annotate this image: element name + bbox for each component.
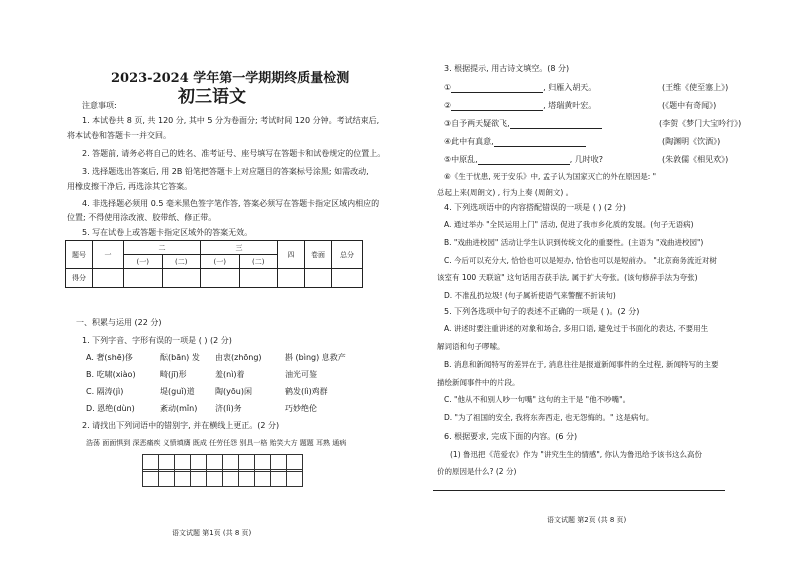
score-cell[interactable]	[93, 269, 124, 288]
poem-source: (《题中有奇闻》)	[662, 101, 717, 110]
q5-option-b: B. 消息和新闻特写的差异在于, 消息往往是报道新闻事件的全过程, 新闻特写的主要	[444, 360, 719, 369]
score-cell[interactable]	[305, 269, 332, 288]
notice-line: 2. 答题前, 请务必将自己的姓名、准考证号、座号填写在答题卡和试卷规定的位置上。	[82, 149, 386, 158]
notice-line: 用橡皮擦干净后, 再选涂其它答案。	[67, 182, 193, 191]
poem-source: (陶渊明《饮酒》)	[662, 137, 721, 146]
q5-option-a: A. 讲述时要注重讲述的对象和场合, 多用口语, 避免过于书面化的表达, 不要用生	[444, 324, 709, 333]
poem-fill-line: ④此中有真意,	[444, 137, 586, 147]
q1-option-a: 酝(bān) 发	[160, 353, 200, 362]
poem-source: (朱敦儒《相见欢》)	[662, 155, 729, 164]
q1-option-a: 斟 (bìng) 息救产	[285, 353, 346, 362]
fill-blank[interactable]	[451, 84, 543, 93]
q4-option-c: C. 今后可以充分大, 恰恰也可以是短办, 恰恰也可以是短前办。 "北京商务流近对树	[444, 256, 717, 265]
score-table-subheader: (一)	[124, 255, 163, 269]
q5-option-a-cont: 解词语和句子啰嗦。	[437, 342, 505, 351]
score-table-header: 卷面	[305, 241, 332, 269]
score-cell[interactable]	[162, 269, 201, 288]
q1-option-d: 济(lì)务	[215, 404, 242, 413]
exam-page-2	[397, 0, 794, 562]
notice-line: 位置; 不得使用涂改液、胶带纸、修正带。	[67, 213, 217, 222]
page-footer: 语文试题 第1页 (共 8 页)	[172, 529, 252, 537]
notice-line: 将本试卷和答题卡一并交回。	[67, 131, 171, 140]
score-cell[interactable]	[201, 269, 240, 288]
score-table-header: 一	[93, 241, 124, 269]
q5-option-b-cont: 描绘新闻事件中的片段。	[437, 378, 520, 387]
q1-option-c: 堤(guǐ)道	[160, 387, 195, 396]
fill-blank[interactable]	[451, 102, 543, 111]
answer-grid-row-2[interactable]	[143, 470, 303, 487]
score-table-header: 二	[124, 241, 201, 255]
q4-option-a: A. 通过举办 "全民运用上门" 活动, 促进了我市乡化质的发展。(句子无语病)	[444, 220, 694, 229]
question-1: 1. 下列字音、字形有误的一项是 ( ) (2 分)	[82, 336, 232, 345]
score-cell[interactable]	[124, 269, 163, 288]
question-2: 2. 请找出下列词语中的错别字, 并在横线上更正。(2 分)	[82, 421, 280, 430]
q2-word-list: 浩荡 面面惧到 深恶痛疾 义愤填膺 既成 任劳任怨 别具一格 贻笑大方 题题 耳熟 通病	[86, 439, 347, 447]
poem-source: (李贺《梦门大宝吟行》)	[659, 119, 742, 128]
q1-option-d: 巧妙绝伦	[285, 404, 317, 413]
notice-line: 3. 选择题选出答案后, 用 2B 铅笔把答题卡上对应题目的答案标号涂黑; 如需改动,	[82, 167, 369, 176]
q1-option-c: 鹤发(lì)鸡群	[285, 387, 328, 396]
q1-option-c: C. 隔涛(jì)	[86, 387, 124, 396]
q5-option-d: D. "为了祖国的安全, 我将东奔西走, 也无怨悔的。" 这是病句。	[444, 413, 654, 422]
answer-line[interactable]	[433, 490, 725, 491]
score-table-subheader: (二)	[162, 255, 201, 269]
fill-blank[interactable]	[494, 138, 586, 147]
score-table-subheader: (一)	[201, 255, 240, 269]
notice-line: 4. 非选择题必须用 0.5 毫米黑色签字笔作答, 答案必须写在答题卡指定区域内相应的	[82, 199, 380, 208]
score-table-subheader: (二)	[239, 255, 278, 269]
notice-heading: 注意事项:	[82, 101, 117, 110]
notice-line: 5. 写在试卷上或答题卡指定区域外的答案无效。	[82, 228, 253, 237]
poem-fill-line: ⑤中原乱, , 几时收?	[444, 155, 604, 164]
q1-option-c: 陶(yōu)闲	[215, 387, 252, 396]
q4-option-d: D. 不准乱扔垃圾! (句子属祈使语气来警醒不折读句)	[444, 291, 616, 300]
score-table-header: 题号	[66, 241, 93, 269]
score-cell[interactable]	[239, 269, 278, 288]
notice-line: 1. 本试卷共 8 页, 共 120 分, 其中 5 分为卷面分; 考试时间 120 分钟。考试结束后,	[82, 116, 380, 125]
q1-option-a: 由衷(zhōng)	[215, 353, 262, 362]
score-table	[65, 240, 363, 288]
poem-fill-line: ② , 塔瑞黄叶宏。	[444, 101, 597, 110]
q1-option-b: 羞(nì)着	[215, 370, 245, 379]
poem-source: (王维《使至塞上》)	[662, 83, 729, 92]
exam-subtitle: 初三语文	[178, 87, 246, 107]
score-table-header: 总分	[332, 241, 363, 269]
q1-option-d: 紊动(mǐn)	[160, 404, 198, 413]
score-row-label: 得分	[66, 269, 93, 288]
q5-option-c: C. "他从不和别人吵一句嘴" 这句的主干是 "他不吵嘴"。	[444, 395, 631, 404]
question-6: 6. 根据要求, 完成下面的内容。(6 分)	[444, 432, 578, 441]
score-table-header: 四	[278, 241, 305, 269]
score-table-header: 三	[201, 241, 278, 255]
q1-option-b: 畸(jī)形	[160, 370, 187, 379]
q1-option-b: B. 吃啸(xiào)	[86, 370, 136, 379]
poem-fill-line: ① , 归雁入胡天。	[444, 83, 597, 92]
q1-option-d: D. 恩绝(dùn)	[86, 404, 135, 413]
poem-note: ⑥《生于忧患, 死于安乐》中, 孟子认为国家灭亡的外在原因是: "	[444, 172, 657, 181]
section-heading: 一、积累与运用 (22 分)	[76, 318, 162, 327]
q4-option-b: B. "戏曲进校园" 活动让学生认识到传统文化的重要性。(主语为 "戏曲进校园")	[444, 238, 704, 247]
page-footer: 语文试题 第2页 (共 8 页)	[547, 516, 627, 524]
q1-option-b: 油光可鉴	[285, 370, 317, 379]
q1-option-a: A. 奢(shē)侈	[86, 353, 133, 362]
q6-sub-1-cont: 价的原因是什么? (2 分)	[437, 467, 517, 476]
question-4: 4. 下列选项语中的内容搭配错误的一项是 ( ) (2 分)	[444, 203, 626, 212]
exam-title: 2023-2024 学年第一学期期终质量检测	[111, 71, 350, 86]
q4-option-c-cont: 该室有 100 天联谊" 这句话用否获手法, 属于扩大夸张。(该句修辞手法为夸张)	[437, 273, 698, 282]
question-3: 3. 根据提示, 用古诗文填空。(8 分)	[444, 64, 570, 73]
fill-blank[interactable]	[478, 156, 570, 165]
q6-sub-1: (1) 鲁迅把《范爱农》作为 "讲究生生的情感", 你认为鲁迅给予该书这么高份	[450, 450, 703, 459]
question-5: 5. 下列各选项中句子的表述不正确的一项是 ( )。(2 分)	[444, 307, 640, 316]
score-cell[interactable]	[332, 269, 363, 288]
score-cell[interactable]	[278, 269, 305, 288]
poem-fill-line: ③自予两天疑欲飞,	[444, 119, 602, 129]
fill-blank[interactable]	[510, 120, 602, 129]
poem-note: 总起上来(周朗文) , 行为上奏 (周朗文) 。	[437, 188, 574, 197]
